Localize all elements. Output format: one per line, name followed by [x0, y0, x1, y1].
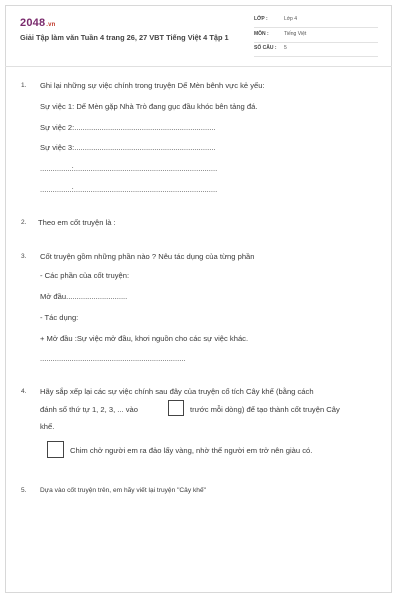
question-1-prompt: Ghi lại những sự việc chính trong truyện Dế Mèn bênh vực kẻ yếu:: [40, 81, 265, 90]
question-3-parts-label: - Các phần của cốt truyện:: [40, 271, 130, 280]
inline-number-box: [168, 400, 184, 416]
order-number-input[interactable]: [47, 441, 64, 458]
question-4-number: 4.: [21, 388, 27, 395]
logo-text: 2048: [20, 17, 46, 29]
question-3-effect-label: - Tác dụng:: [40, 313, 79, 322]
question-5-prompt: Dựa vào cốt truyện trên, em hãy viết lại truyện "Cây khế": [40, 487, 206, 494]
question-1-event-3-blank[interactable]: Sự việc 3:...................................................................: [40, 143, 216, 152]
question-5-number: 5.: [21, 487, 27, 494]
question-3-opening-blank[interactable]: Mở đầu.............................: [40, 292, 128, 301]
meta-subject-value: Tiếng Việt: [284, 31, 307, 37]
question-4-line-2a: đánh số thứ tự 1, 2, 3, ... vào: [40, 405, 138, 414]
site-logo[interactable]: [20, 17, 56, 29]
question-3-prompt: Cốt truyện gồm những phần nào ? Nêu tác dụng của từng phần: [40, 252, 255, 261]
question-1-event-1: Sự việc 1: Dế Mèn gặp Nhà Trò đang gục đầu khóc bên tảng đá.: [40, 102, 258, 111]
question-1-event-2-blank[interactable]: Sự việc 2:...................................................................: [40, 123, 216, 132]
question-2-number: 2.: [21, 219, 27, 226]
question-1-number: 1.: [21, 82, 27, 89]
logo-suffix: .vn: [46, 22, 56, 28]
question-3-number: 3.: [21, 253, 27, 260]
question-1-blank-line[interactable]: ...............:....................................................................: [40, 185, 218, 194]
header-divider: [5, 66, 392, 67]
meta-class-value: Lớp 4: [284, 16, 298, 22]
meta-count-value: 5: [284, 45, 287, 51]
meta-subject-label: MÔN :: [254, 31, 269, 37]
question-3-blank-line[interactable]: .....................................................................: [40, 354, 186, 363]
meta-count-row: [254, 44, 378, 57]
meta-count-label: SỐ CÂU :: [254, 45, 277, 51]
meta-subject-row: [254, 30, 378, 43]
question-2-prompt: Theo em cốt truyện là :: [38, 218, 116, 227]
page-title: Giải Tập làm văn Tuần 4 trang 26, 27 VBT Tiếng Việt 4 Tập 1: [20, 33, 229, 42]
question-4-event-item: Chim chở người em ra đảo lấy vàng, nhờ thế người em trở nên giàu có.: [70, 446, 313, 455]
meta-class-label: LỚP :: [254, 16, 268, 22]
question-4-line-1: Hãy sắp xếp lại các sự việc chính sau đây của truyện cổ tích Cây khế (bằng cách: [40, 387, 314, 396]
meta-class-row: [254, 15, 378, 28]
question-3-example: + Mở đầu :Sự việc mở đầu, khơi nguồn cho các sự việc khác.: [40, 334, 249, 343]
question-4-line-3: khế.: [40, 422, 55, 431]
question-1-blank-line[interactable]: ...............:....................................................................: [40, 164, 218, 173]
question-4-line-2b: trước mỗi dòng) để tạo thành cốt truyện Cây: [190, 405, 340, 414]
